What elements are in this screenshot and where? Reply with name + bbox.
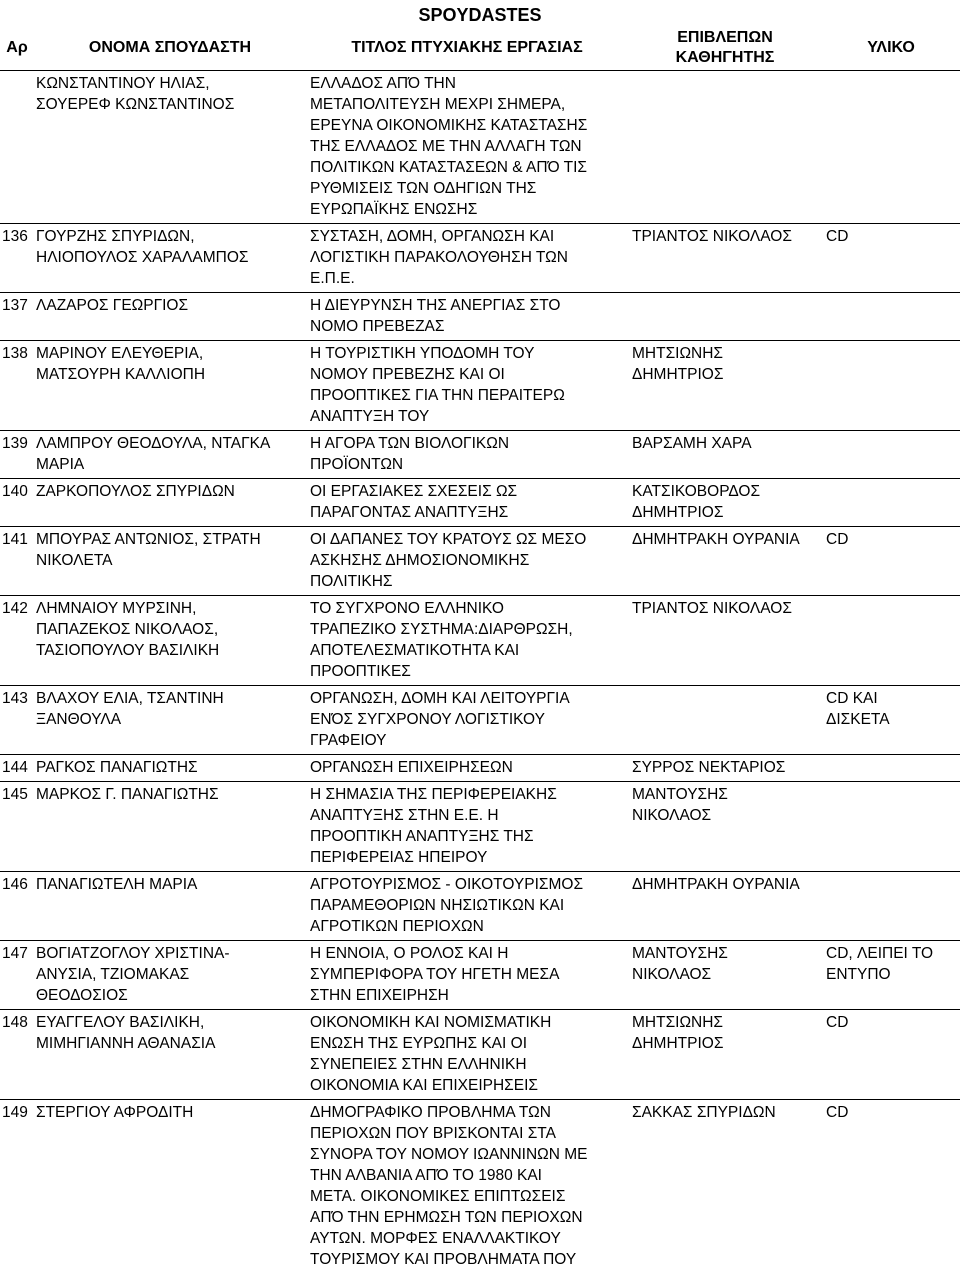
student-name: ΣΤΕΡΓΙΟΥ ΑΦΡΟΔΙΤΗ xyxy=(34,1100,306,1273)
table-row xyxy=(0,941,960,1010)
thesis-title: ΣΥΣΤΑΣΗ, ΔΟΜΗ, ΟΡΓΑΝΩΣΗ ΚΑΙ ΛΟΓΙΣΤΙΚΗ ΠΑΡΑΚΟΛΟΥΘΗΣΗ ΤΩΝ Ε.Π.Ε. xyxy=(306,224,628,293)
table-row xyxy=(0,527,960,596)
material-cell xyxy=(822,431,960,479)
supervisor-name: ΣΑΚΚΑΣ ΣΠΥΡΙΔΩΝ xyxy=(628,1100,822,1273)
table-row xyxy=(0,71,960,224)
student-name: ΛΑΜΠΡΟΥ ΘΕΟΔΟΥΛΑ, ΝΤΑΓΚΑ ΜΑΡΙΑ xyxy=(34,431,306,479)
supervisor-name: ΤΡΙΑΝΤΟΣ ΝΙΚΟΛΑΟΣ xyxy=(628,596,822,686)
row-number: 145 xyxy=(0,782,34,872)
header-supervisor: ΕΠΙΒΛΕΠΩΝ ΚΑΘΗΓΗΤΗΣ xyxy=(628,26,822,71)
table-row xyxy=(0,224,960,293)
supervisor-name: ΤΡΙΑΝΤΟΣ ΝΙΚΟΛΑΟΣ xyxy=(628,224,822,293)
student-name: ΛΑΖΑΡΟΣ ΓΕΩΡΓΙΟΣ xyxy=(34,293,306,341)
row-number: 138 xyxy=(0,341,34,431)
table-row xyxy=(0,686,960,755)
header-number: Αρ xyxy=(0,26,34,71)
thesis-title: Η ΕΝΝΟΙΑ, Ο ΡΟΛΟΣ ΚΑΙ Η ΣΥΜΠΕΡΙΦΟΡΑ ΤΟΥ ΗΓΕΤΗ ΜΕΣΑ ΣΤΗΝ ΕΠΙΧΕΙΡΗΣΗ xyxy=(306,941,628,1010)
table-row xyxy=(0,479,960,527)
material-cell xyxy=(822,872,960,941)
material-cell: CD xyxy=(822,224,960,293)
material-cell: CD xyxy=(822,1100,960,1273)
table-header-row xyxy=(0,26,960,71)
supervisor-name: ΒΑΡΣΑΜΗ ΧΑΡΑ xyxy=(628,431,822,479)
row-number: 143 xyxy=(0,686,34,755)
row-number: 136 xyxy=(0,224,34,293)
supervisor-name: ΜΑΝΤΟΥΣΗΣ ΝΙΚΟΛΑΟΣ xyxy=(628,782,822,872)
student-name: ΛΗΜΝΑΙΟΥ ΜΥΡΣΙΝΗ, ΠΑΠΑΖΕΚΟΣ ΝΙΚΟΛΑΟΣ, ΤΑΣΙΟΠΟΥΛΟΥ ΒΑΣΙΛΙΚΗ xyxy=(34,596,306,686)
student-name: ΒΛΑΧΟΥ ΕΛΙΑ, ΤΣΑΝΤΙΝΗ ΞΑΝΘΟΥΛΑ xyxy=(34,686,306,755)
table-row xyxy=(0,782,960,872)
thesis-title: Η ΣΗΜΑΣΙΑ ΤΗΣ ΠΕΡΙΦΕΡΕΙΑΚΗΣ ΑΝΑΠΤΥΞΗΣ ΣΤΗΝ Ε.Ε. Η ΠΡΟΟΠΤΙΚΗ ΑΝΑΠΤΥΞΗΣ ΤΗΣ ΠΕΡΙΦΕΡΕΙΑΣ ΗΠΕΙΡΟΥ xyxy=(306,782,628,872)
thesis-title: ΤΟ ΣΥΓΧΡΟΝΟ ΕΛΛΗΝΙΚΟ ΤΡΑΠΕΖΙΚΟ ΣΥΣΤΗΜΑ:ΔΙΑΡΘΡΩΣΗ, ΑΠΟΤΕΛΕΣΜΑΤΙΚΟΤΗΤΑ ΚΑΙ ΠΡΟΟΠΤΙΚΕΣ xyxy=(306,596,628,686)
row-number: 146 xyxy=(0,872,34,941)
row-number xyxy=(0,71,34,224)
material-cell xyxy=(822,293,960,341)
table-row xyxy=(0,341,960,431)
student-name: ΕΥΑΓΓΕΛΟΥ ΒΑΣΙΛΙΚΗ, ΜΙΜΗΓΙΑΝΝΗ ΑΘΑΝΑΣΙΑ xyxy=(34,1010,306,1100)
supervisor-name: ΜΗΤΣΙΩΝΗΣ ΔΗΜΗΤΡΙΟΣ xyxy=(628,1010,822,1100)
material-cell xyxy=(822,782,960,872)
supervisor-name: ΚΑΤΣΙΚΟΒΟΡΔΟΣ ΔΗΜΗΤΡΙΟΣ xyxy=(628,479,822,527)
student-name: ΠΑΝΑΓΙΩΤΕΛΗ ΜΑΡΙΑ xyxy=(34,872,306,941)
row-number: 142 xyxy=(0,596,34,686)
row-number: 141 xyxy=(0,527,34,596)
row-number: 139 xyxy=(0,431,34,479)
table-row xyxy=(0,431,960,479)
material-cell: CD xyxy=(822,1010,960,1100)
supervisor-name: ΜΗΤΣΙΩΝΗΣ ΔΗΜΗΤΡΙΟΣ xyxy=(628,341,822,431)
table-row xyxy=(0,1010,960,1100)
page-title: SPOYDASTES xyxy=(0,4,960,26)
thesis-title: Η ΤΟΥΡΙΣΤΙΚΗ ΥΠΟΔΟΜΗ ΤΟΥ ΝΟΜΟΥ ΠΡΕΒΕΖΗΣ ΚΑΙ ΟΙ ΠΡΟΟΠΤΙΚΕΣ ΓΙΑ ΤΗΝ ΠΕΡΑΙΤΕΡΩ ΑΝΑΠΤΥΞΗ ΤΟΥ xyxy=(306,341,628,431)
thesis-title: ΟΡΓΑΝΩΣΗ ΕΠΙΧΕΙΡΗΣΕΩΝ xyxy=(306,755,628,782)
supervisor-name xyxy=(628,71,822,224)
header-thesis-title: ΤΙΤΛΟΣ ΠΤΥΧΙΑΚΗΣ ΕΡΓΑΣΙΑΣ xyxy=(306,26,628,71)
thesis-title: ΟΙ ΕΡΓΑΣΙΑΚΕΣ ΣΧΕΣΕΙΣ ΩΣ ΠΑΡΑΓΟΝΤΑΣ ΑΝΑΠΤΥΞΗΣ xyxy=(306,479,628,527)
table-row xyxy=(0,293,960,341)
thesis-title: ΟΡΓΑΝΩΣΗ, ΔΟΜΗ ΚΑΙ ΛΕΙΤΟΥΡΓΙΑ ΕΝΌΣ ΣΥΓΧΡΟΝΟΥ ΛΟΓΙΣΤΙΚΟΥ ΓΡΑΦΕΙΟΥ xyxy=(306,686,628,755)
material-cell: CD ΚΑΙ ΔΙΣΚΕΤΑ xyxy=(822,686,960,755)
student-name: ΜΠΟΥΡΑΣ ΑΝΤΩΝΙΟΣ, ΣΤΡΑΤΗ ΝΙΚΟΛΕΤΑ xyxy=(34,527,306,596)
supervisor-name: ΜΑΝΤΟΥΣΗΣ ΝΙΚΟΛΑΟΣ xyxy=(628,941,822,1010)
row-number: 144 xyxy=(0,755,34,782)
row-number: 147 xyxy=(0,941,34,1010)
supervisor-name: ΔΗΜΗΤΡΑΚΗ ΟΥΡΑΝΙΑ xyxy=(628,872,822,941)
material-cell: CD xyxy=(822,527,960,596)
table-row xyxy=(0,596,960,686)
supervisor-name: ΔΗΜΗΤΡΑΚΗ ΟΥΡΑΝΙΑ xyxy=(628,527,822,596)
row-number: 137 xyxy=(0,293,34,341)
thesis-title: ΑΓΡΟΤΟΥΡΙΣΜΟΣ - ΟΙΚΟΤΟΥΡΙΣΜΟΣ ΠΑΡΑΜΕΘΟΡΙΩΝ ΝΗΣΙΩΤΙΚΩΝ ΚΑΙ ΑΓΡΟΤΙΚΩΝ ΠΕΡΙΟΧΩΝ xyxy=(306,872,628,941)
material-cell xyxy=(822,596,960,686)
material-cell xyxy=(822,71,960,224)
table-row xyxy=(0,1100,960,1273)
student-name: ΖΑΡΚΟΠΟΥΛΟΣ ΣΠΥΡΙΔΩΝ xyxy=(34,479,306,527)
material-cell xyxy=(822,755,960,782)
thesis-title: ΟΙ ΔΑΠΑΝΕΣ ΤΟΥ ΚΡΑΤΟΥΣ ΩΣ ΜΕΣΟ ΑΣΚΗΣΗΣ ΔΗΜΟΣΙΟΝΟΜΙΚΗΣ ΠΟΛΙΤΙΚΗΣ xyxy=(306,527,628,596)
thesis-title: ΔΗΜΟΓΡΑΦΙΚΟ ΠΡΟΒΛΗΜΑ ΤΩΝ ΠΕΡΙΟΧΩΝ ΠΟΥ ΒΡΙΣΚΟΝΤΑΙ ΣΤΑ ΣΥΝΟΡΑ ΤΟΥ ΝΟΜΟΥ ΙΩΑΝΝΙΝΩΝ ΜΕ ΤΗΝ ΑΛΒΑΝΙΑ ΑΠΌ ΤΟ 1980 ΚΑΙ ΜΕΤΑ. ΟΙΚΟΝΟΜΙΚΕΣ ΕΠΙΠΤΩΣΕΙΣ ΑΠΌ ΤΗΝ ΕΡΗΜΩΣΗ ΤΩΝ ΠΕΡΙΟΧΩΝ ΑΥΤΩΝ. ΜΟΡΦΕΣ ΕΝΑΛΛΑΚΤΙΚΟΥ ΤΟΥΡΙΣΜΟΥ ΚΑΙ ΠΡΟΒΛΗΜΑΤΑ ΠΟΥ xyxy=(306,1100,628,1273)
supervisor-name: ΣΥΡΡΟΣ ΝΕΚΤΑΡΙΟΣ xyxy=(628,755,822,782)
row-number: 148 xyxy=(0,1010,34,1100)
thesis-title: ΟΙΚΟΝΟΜΙΚΗ ΚΑΙ ΝΟΜΙΣΜΑΤΙΚΗ ΕΝΩΣΗ ΤΗΣ ΕΥΡΩΠΗΣ ΚΑΙ ΟΙ ΣΥΝΕΠΕΙΕΣ ΣΤΗΝ ΕΛΛΗΝΙΚΗ ΟΙΚΟΝΟΜΙΑ ΚΑΙ ΕΠΙΧΕΙΡΗΣΕΙΣ xyxy=(306,1010,628,1100)
header-student-name: ΟΝΟΜΑ ΣΠΟΥΔΑΣΤΗ xyxy=(34,26,306,71)
table-row xyxy=(0,872,960,941)
thesis-title: Η ΔΙΕΥΡΥΝΣΗ ΤΗΣ ΑΝΕΡΓΙΑΣ ΣΤΟ ΝΟΜΟ ΠΡΕΒΕΖΑΣ xyxy=(306,293,628,341)
material-cell xyxy=(822,479,960,527)
student-name: ΒΟΓΙΑΤΖΟΓΛΟΥ ΧΡΙΣΤΙΝΑ- ΑΝΥΣΙΑ, ΤΖΙΟΜΑΚΑΣ ΘΕΟΔΟΣΙΟΣ xyxy=(34,941,306,1010)
thesis-title: Η ΑΓΟΡΑ ΤΩΝ ΒΙΟΛΟΓΙΚΩΝ ΠΡΟΪΟΝΤΩΝ xyxy=(306,431,628,479)
row-number: 149 xyxy=(0,1100,34,1273)
table-row xyxy=(0,755,960,782)
student-name: ΓΟΥΡΖΗΣ ΣΠΥΡΙΔΩΝ, ΗΛΙΟΠΟΥΛΟΣ ΧΑΡΑΛΑΜΠΟΣ xyxy=(34,224,306,293)
student-name: ΜΑΡΙΝΟΥ ΕΛΕΥΘΕΡΙΑ, ΜΑΤΣΟΥΡΗ ΚΑΛΛΙΟΠΗ xyxy=(34,341,306,431)
material-cell: CD, ΛΕΙΠΕΙ ΤΟ ΕΝΤΥΠΟ xyxy=(822,941,960,1010)
header-material: ΥΛΙΚΟ xyxy=(822,26,960,71)
student-name: ΡΑΓΚΟΣ ΠΑΝΑΓΙΩΤΗΣ xyxy=(34,755,306,782)
supervisor-name xyxy=(628,293,822,341)
students-table xyxy=(0,26,960,1273)
student-name: ΚΩΝΣΤΑΝΤΙΝΟΥ ΗΛΙΑΣ, ΣΟΥΕΡΕΦ ΚΩΝΣΤΑΝΤΙΝΟΣ xyxy=(34,71,306,224)
material-cell xyxy=(822,341,960,431)
supervisor-name xyxy=(628,686,822,755)
student-name: ΜΑΡΚΟΣ Γ. ΠΑΝΑΓΙΩΤΗΣ xyxy=(34,782,306,872)
thesis-title: ΕΛΛΑΔΟΣ ΑΠΌ ΤΗΝ ΜΕΤΑΠΟΛΙΤΕΥΣΗ ΜΕΧΡΙ ΣΗΜΕΡΑ, ΕΡΕΥΝΑ ΟΙΚΟΝΟΜΙΚΗΣ ΚΑΤΑΣΤΑΣΗΣ ΤΗΣ ΕΛΛΑΔΟΣ ΜΕ ΤΗΝ ΑΛΛΑΓΗ ΤΩΝ ΠΟΛΙΤΙΚΩΝ ΚΑΤΑΣΤΑΣΕΩΝ & ΑΠΌ ΤΙΣ ΡΥΘΜΙΣΕΙΣ ΤΩΝ ΟΔΗΓΙΩΝ ΤΗΣ ΕΥΡΩΠΑΪΚΗΣ ΕΝΩΣΗΣ xyxy=(306,71,628,224)
row-number: 140 xyxy=(0,479,34,527)
